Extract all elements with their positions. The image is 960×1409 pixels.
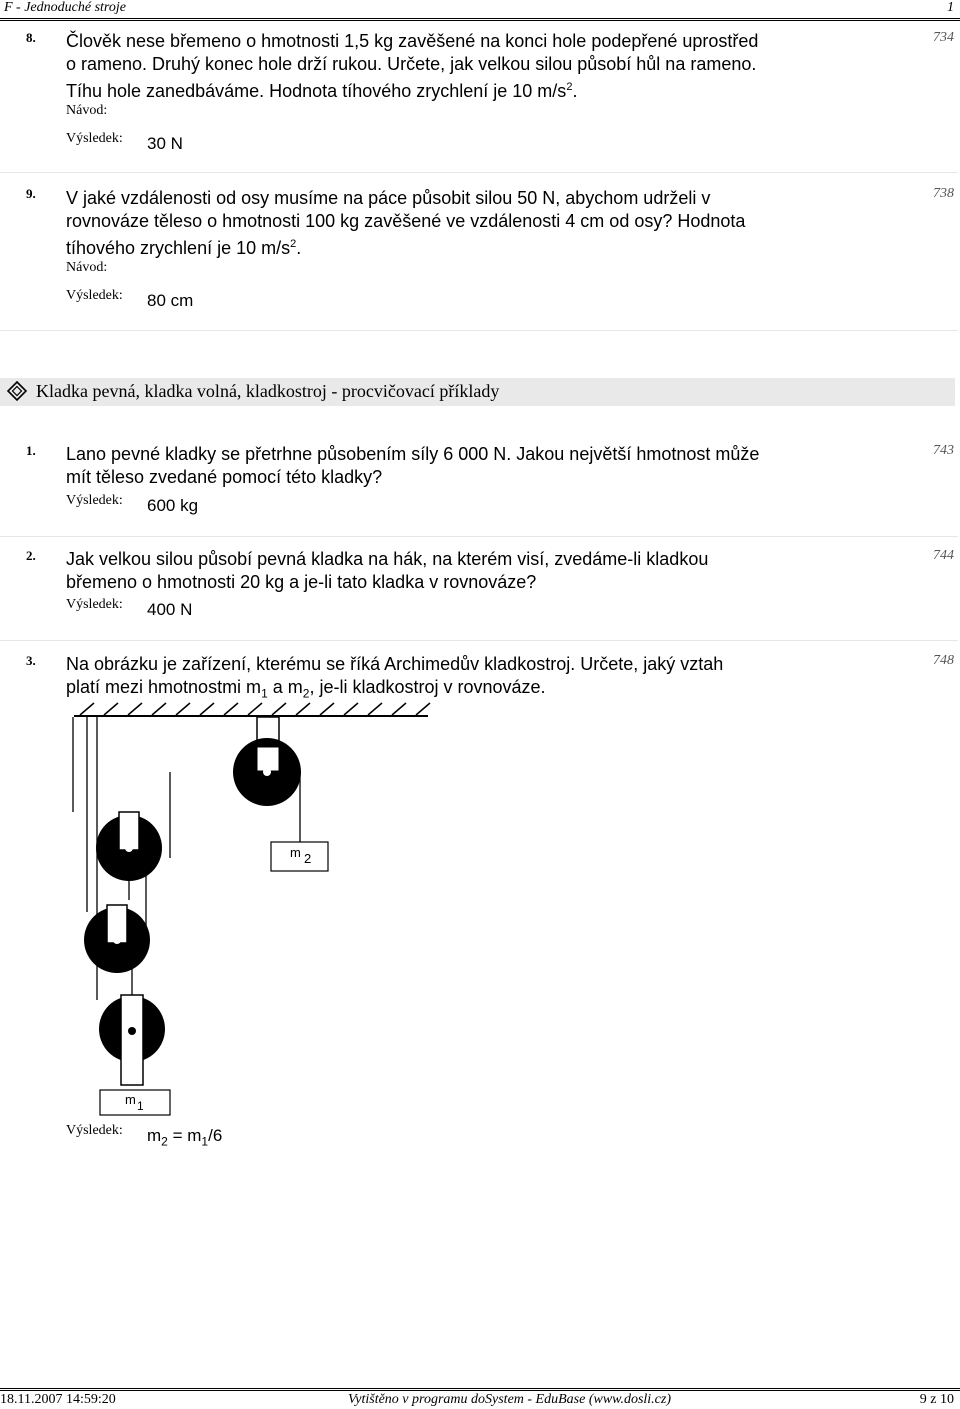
problem-text-line: rovnováze těleso o hmotnosti 100 kg zavěšené ve vzdálenosti 4 cm od osy? Hodnota (66, 211, 746, 231)
ceiling (74, 703, 430, 716)
vysledek-label: Výsledek: (66, 288, 123, 303)
result-value: 600 kg (147, 496, 199, 515)
text-fragment: platí mezi hmotnostmi m (66, 677, 262, 697)
navod-label: Návod: (66, 103, 108, 118)
problem-number: 8. (26, 30, 36, 45)
text-fragment: /6 (208, 1126, 223, 1145)
problem-text (66, 443, 896, 489)
problem-text-line: Lano pevné kladky se přetrhne působením síly 6 000 N. Jakou největší hmotnost může (66, 444, 760, 464)
problem-text (66, 548, 896, 594)
text-fragment: a m (267, 677, 303, 697)
problem-text-tail: . (572, 81, 578, 101)
problem-text (66, 187, 896, 260)
vysledek-label: Výsledek: (66, 493, 123, 508)
result-value (147, 1126, 222, 1148)
separator (0, 330, 958, 331)
subscript: 1 (261, 686, 268, 701)
footer-divider (0, 1388, 960, 1389)
subscript: 2 (161, 1134, 168, 1149)
separator (0, 640, 958, 641)
subscript: 1 (201, 1134, 209, 1149)
m2-subscript: 2 (304, 851, 312, 866)
problem-text-line: břemeno o hmotnosti 20 kg a je-li tato kladka v rovnováze? (66, 572, 537, 592)
header-divider (0, 18, 960, 19)
m1-subscript: 1 (137, 1099, 144, 1113)
result-value: 400 N (147, 600, 193, 619)
text-fragment: = m (167, 1126, 202, 1145)
problem-text-line: Člověk nese břemeno o hmotnosti 1,5 kg zavěšené na konci hole podepřené uprostřed (66, 31, 759, 51)
problem-code: 743 (933, 443, 954, 458)
header-page-number: 1 (947, 0, 954, 15)
separator (0, 536, 958, 537)
movable-pulley (96, 812, 162, 900)
problem-text-line: o rameno. Druhý konec hole drží rukou. Určete, jak velkou silou působí hůl na rameno. (66, 54, 757, 74)
movable-pulley (84, 905, 150, 973)
problem-number: 9. (26, 186, 36, 201)
navod-label: Návod: (66, 260, 108, 275)
vysledek-label: Výsledek: (66, 1123, 123, 1138)
subscript: 2 (302, 686, 310, 701)
header-divider-2 (0, 20, 960, 21)
problem-text-line: Na obrázku je zařízení, kterému se říká Archimedův kladkostroj. Určete, jaký vztah (66, 654, 724, 674)
diamond-icon (6, 380, 28, 402)
problem-text (66, 653, 896, 706)
footer-datetime: 18.11.2007 14:59:20 (0, 1392, 116, 1407)
problem-text-line: mít těleso zvedané pomocí této kladky? (66, 467, 383, 487)
problem-text-line-main: tíhového zrychlení je 10 m/s (66, 238, 291, 258)
m1-label: m (125, 1092, 136, 1107)
vysledek-label: Výsledek: (66, 131, 123, 146)
problem-text-line (66, 76, 896, 103)
problem-text-line-main: Tíhu hole zanedbáváme. Hodnota tíhového zrychlení je 10 m/s (66, 81, 567, 101)
separator (0, 172, 958, 173)
text-fragment: , je-li kladkostroj v rovnováze. (309, 677, 546, 697)
footer-printed-note: Vytištěno v programu doSystem - EduBase (www.dosli.cz) (348, 1392, 672, 1407)
result-value: 30 N (147, 134, 183, 153)
mass-m2 (271, 842, 328, 871)
problem-code: 744 (933, 548, 954, 563)
problem-number: 1. (26, 443, 36, 458)
problem-code: 738 (933, 186, 954, 201)
mass-m1 (100, 1090, 170, 1115)
problem-code: 734 (933, 30, 954, 45)
m2-label: m (290, 845, 301, 860)
problem-number: 3. (26, 653, 36, 668)
problem-text-line: V jaké vzdálenosti od osy musíme na páce působit silou 50 N, abychom udrželi v (66, 188, 711, 208)
result-value: 80 cm (147, 291, 194, 310)
vysledek-label: Výsledek: (66, 597, 123, 612)
exponent: 2 (290, 238, 297, 250)
text-fragment: m (147, 1126, 162, 1145)
header-title: F - Jednoduché stroje (4, 0, 126, 15)
problem-text-tail: . (296, 238, 302, 258)
problem-text-line (66, 233, 896, 260)
exponent: 2 (566, 81, 573, 93)
problem-number: 2. (26, 548, 36, 563)
problem-text (66, 30, 896, 103)
movable-pulley (99, 995, 165, 1085)
footer-divider-2 (0, 1390, 960, 1391)
footer-page: 9 z 10 (919, 1392, 954, 1407)
pulley-diagram (60, 700, 440, 1120)
section-title: Kladka pevná, kladka volná, kladkostroj - procvičovací příklady (36, 381, 500, 401)
problem-code: 748 (933, 653, 954, 668)
problem-text-line: Jak velkou silou působí pevná kladka na hák, na kterém visí, zvedáme-li kladkou (66, 549, 709, 569)
fixed-pulley (233, 717, 301, 806)
